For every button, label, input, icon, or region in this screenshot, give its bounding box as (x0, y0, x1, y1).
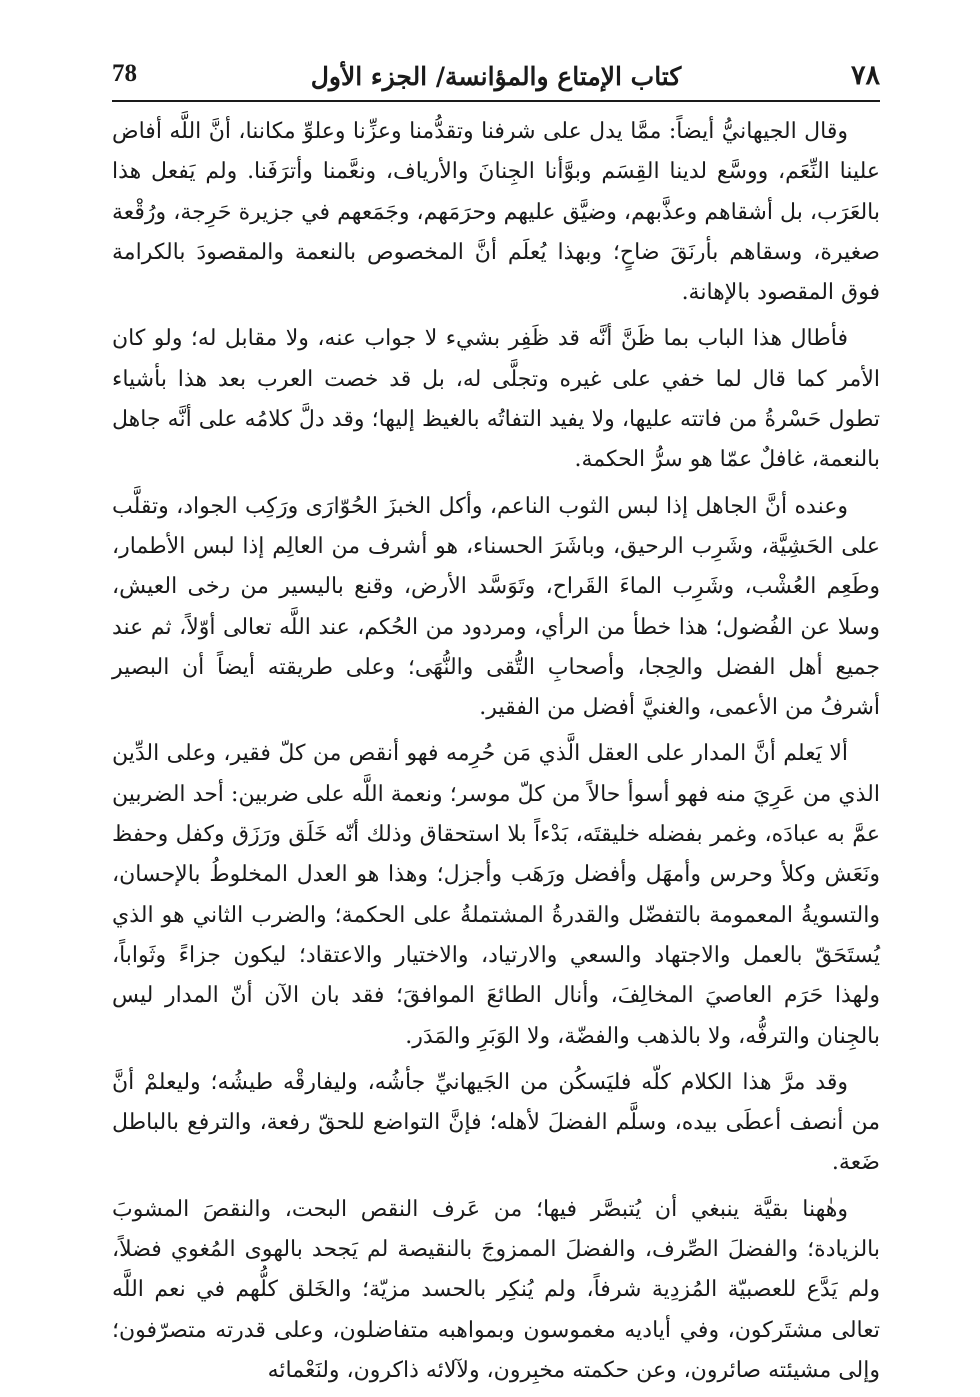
paragraph: فأطال هذا الباب بما ظَنَّ أنَّه قد ظَفِر بشيء لا جواب عنه، ولا مقابل له؛ ولو كان الأمر كما قال لما خفي على غيره وتجلَّى له، بل قد خصت العرب بعد هذا بأشياء تطول حَسْرةُ من فاتته عليها، ولا يفيد التفاتُه بالغيظ إليها؛ وقد دلَّ كلامُه على أنَّه جاهل بالنعمة، غافلٌ عمّا هو سرُّ الحكمة. (112, 326, 880, 473)
paragraph: وهٰهنا بقيَّة ينبغي أن يُتبصَّر فيها؛ من عَرف النقص البحت، والنقصَ المشوبَ بالزيادة؛ والفضلَ الصِّرف، والفضلَ الممزوجَ بالنقيصة لم يَجحد بالهوى المُغوي فضلاً، ولم يَدَّع للعصبيّة المُزدِية شرفاً، ولم يُنكِر بالحسد مزيّة؛ والخَلق كلُّهم في نعم اللَّه تعالى مشتَركون، وفي أياديه مغموسون وبمواهبه متفاضلون، وعلى قدرته متصرّفون؛ وإلى مشيئته صائرون، وعن حكمته مخبِرون، ولآلائه ذاكرون، ولنَعْمائه (112, 1196, 880, 1383)
paragraph: وقد مرَّ هذا الكلام كلّه فليَسكُن من الجَيهانيِّ جأشُه، وليفارقْه طيشُه؛ وليعلمْ أنَّ من أنصف أعطَى بيده، وسلَّم الفضلَ لأهله؛ فإنَّ التواضع للحقّ رفعة، والترفع بالباطل ضَعة. (112, 1069, 880, 1176)
header-rule (112, 100, 880, 102)
running-title: كتاب الإمتاع والمؤانسة/ الجزء الأول (310, 62, 682, 91)
paragraph: وعنده أنَّ الجاهل إذا لبس الثوب الناعم، وأكل الخبزَ الحُوّارَى ورَكِب الجواد، وتقلَّب على الحَشِيَّة، وشَرِب الرحيق، وباشَرَ الحسناء، هو أشرف من العالِم إذا لبس الأطمار، وطَعِم العُشْب، وشَرِب الماءَ القَراح، وتَوَسَّد الأرض، وقنع باليسير من رخى العيش، وسلا عن الفُضول؛ هذا خطأ من الرأي، ومردود من الحُكم، عند اللَّه تعالى أوّلاً، ثم عند جميع أهل الفضل والحِجا، وأصحابِ التُّقى والنُّهَى؛ وعلى طريقته أيضاً أن البصير أشرفُ من الأعمى، والغنيَّ أفضل من الفقير. (112, 493, 880, 721)
paragraph: وقال الجيهانيُّ أيضاً: ممَّا يدل على شرفنا وتقدُّمنا وعزِّنا وعلوِّ مكاننا، أنَّ اللَّه أفاض علينا النِّعَم، ووسَّع لدينا القِسَم وبوَّأنا الجِنانَ والأرياف، ونعَّمنا وأترَفَنا. ولم يَفعل هذا بالعَرَب، بل أشقاهم وعذَّبهم، وضيَّق عليهم وحرَمَهم، وجَمَعهم في جزيرة حَرِجة، ورُقْعة صغيرة، وسقاهم بأرنَقَ ضاحٍ؛ وبهذا يُعلَم أنَّ المخصوص بالنعمة والمقصودَ بالكرامة فوق المقصود بالإهانة. (112, 119, 880, 306)
page-number-arabic: ٧٨ (850, 60, 880, 91)
page-number-latin: 78 (112, 60, 137, 87)
page-header (112, 56, 880, 98)
paragraph: ألا يَعلم أنَّ المدار على العقل الَّذي مَن حُرِمه فهو أنقص من كلّ فقير، وعلى الدِّين الذي من عَرِيَ منه فهو أسوأ حالاً من كلّ موسر؛ ونعمة اللَّه على ضربين: أحد الضربين عمَّ به عبادَه، وغمر بفضله خليقتَه، بَدْءاً بلا استحقاق وذلك أنّه خَلَق ورَزَق وكفل وحفظ ونَعَش وكلأ وحرس وأمهَل وأفضل ورَهَب وأجزل؛ وهذا هو العدل المخلوطُ بالإحسان، والتسويةُ المعمومة بالتفضّل والقدرةُ المشتملةُ على الحكمة؛ والضرب الثاني هو الذي يُستَحَقّ بالعمل والاجتهاد والسعي والارتياد، والاختيار والاعتقاد؛ ليكون جزاءً وثَواباً، ولهذا حَرَم العاصيَ المخالِفَ، وأنال الطائعَ الموافقَ؛ فقد بان الآن أنّ المدار ليس بالجِنان والترفُّه، ولا بالذهب والفضّة، ولا الوَبَرِ والمَدَر. (112, 741, 880, 1049)
body-text (112, 112, 880, 1397)
